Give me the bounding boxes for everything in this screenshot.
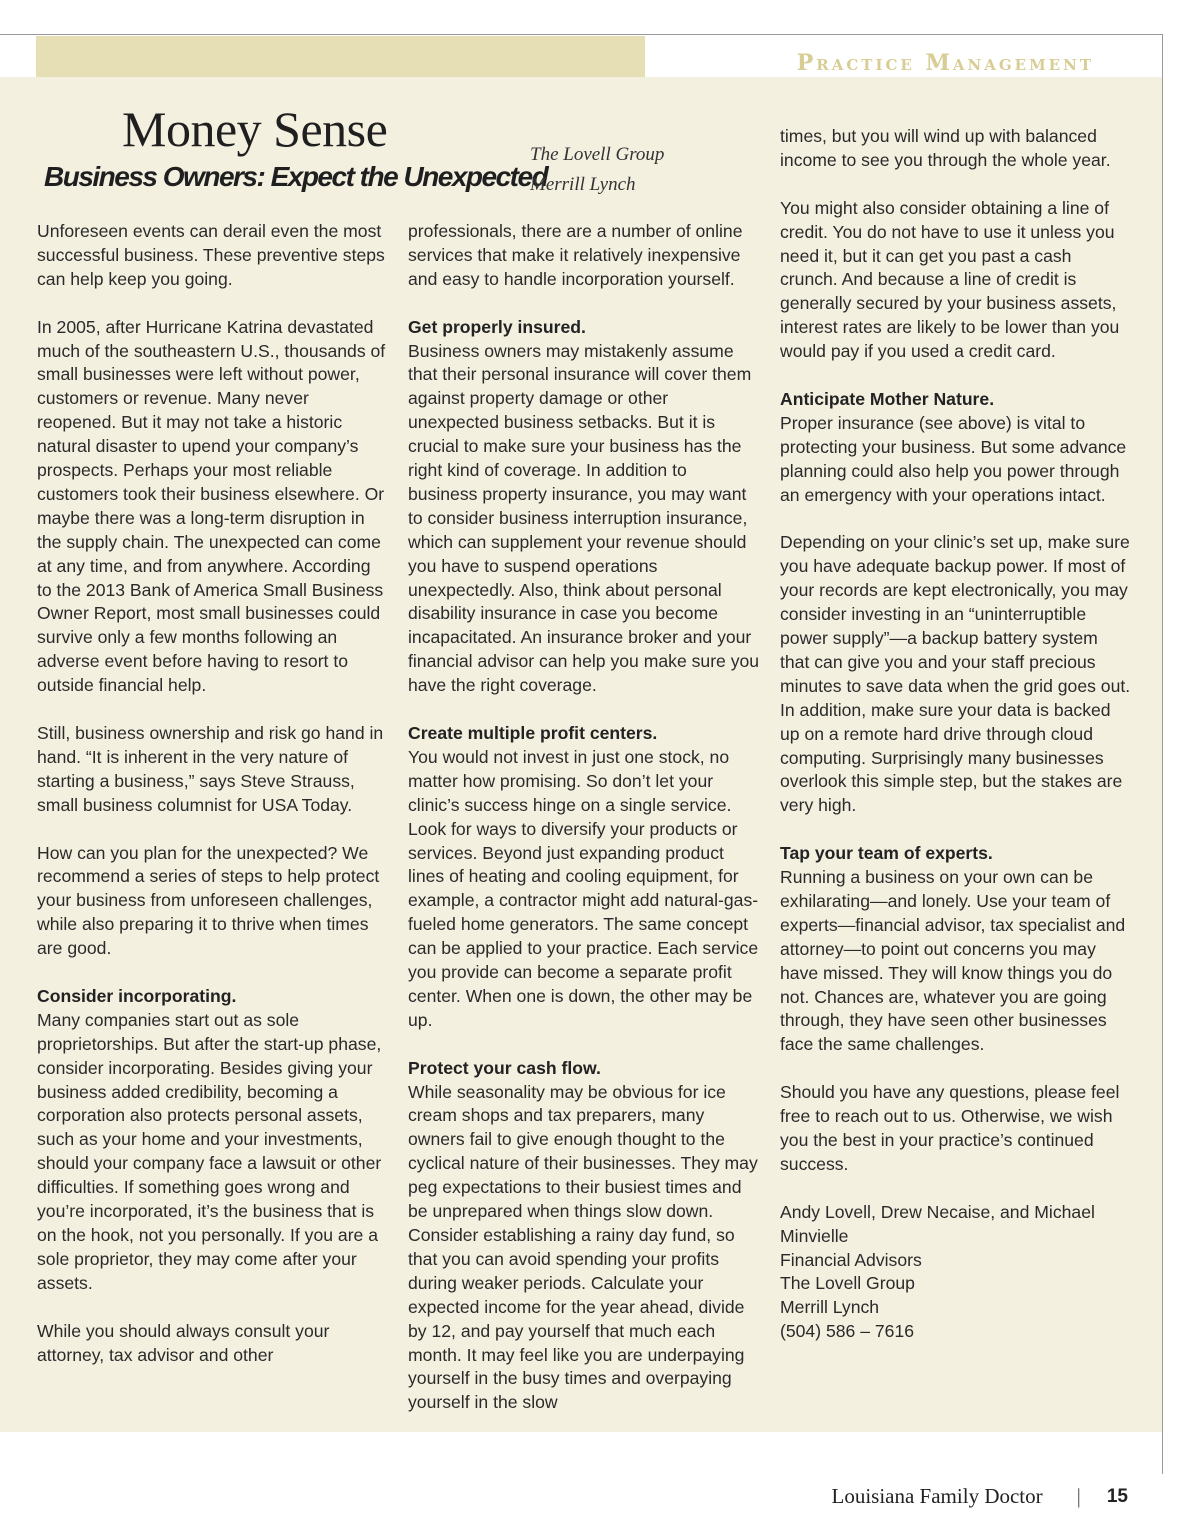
header-band xyxy=(36,36,645,77)
section-heading: Protect your cash flow. xyxy=(408,1057,601,1078)
signature-phone: (504) 586 – 7616 xyxy=(780,1321,915,1342)
byline xyxy=(530,140,664,200)
paragraph: While you should always consult your attorney, tax advisor and other xyxy=(37,1320,330,1365)
page-footer xyxy=(832,1484,1129,1509)
paragraph: professionals, there are a number of online services that make it relatively inexpensive and easy to handle incorporation yourself. xyxy=(408,221,743,289)
paragraph: Running a business on your own can be exhilarating—and lonely. Use your team of experts—financial advisor, tax specialist and attorney—to point out concerns you may have missed. They will know things you do not. Chances are, whatever you are going through, they have seen other businesses face the same challenges. xyxy=(780,867,1126,1055)
signature-firm: Merrill Lynch xyxy=(780,1297,880,1318)
section-heading: Anticipate Mother Nature. xyxy=(780,388,995,409)
section-heading: Get properly insured. xyxy=(408,316,586,337)
byline-group: The Lovell Group xyxy=(530,144,665,165)
paragraph: You might also consider obtaining a line of credit. You do not have to use it unless you need it, but it can get you past a cash crunch. And because a line of credit is generally secured by your business assets, interest rates are likely to be lower than you would pay if you used a credit card. xyxy=(780,197,1120,362)
paragraph: You would not invest in just one stock, no matter how promising. So don’t let your clinic’s success hinge on a single service. Look for ways to diversify your products or services. Beyond just expanding product lines of heating and cooling equipment, for example, a contractor might add natural-gas-fueled home generators. The same concept can be applied to your practice. Each service you provide can become a separate profit center. When one is down, the other may be up. xyxy=(408,746,759,1030)
paragraph: Business owners may mistakenly assume that their personal insurance will cover them against property damage or other unexpected business setbacks. But it is crucial to make sure your business has the right kind of coverage. In addition to business property insurance, you may want to consider business interruption insurance, which can supplement your revenue should you have to suspend operations unexpectedly. Also, think about personal disability insurance in case you become incapacitated. An insurance broker and your financial advisor can help you make sure you have the right coverage. xyxy=(408,340,760,696)
article-subtitle: Business Owners: Expect the Unexpected xyxy=(44,161,548,192)
paragraph: Still, business ownership and risk go hand in hand. “It is inherent in the very nature of starting a business,” says Steve Strauss, small business columnist for USA Today. xyxy=(37,723,384,815)
page-number: 15 xyxy=(1106,1485,1128,1507)
section-heading: Create multiple profit centers. xyxy=(408,723,658,743)
byline-firm: Merrill Lynch xyxy=(530,174,636,195)
paragraph: In 2005, after Hurricane Katrina devastated much of the southeastern U.S., thousands of small businesses were left without power, customers or revenue. Many never reopened. But it may not take a historic natural disaster to upend your company’s prospects. Perhaps your most reliable customers took their business elsewhere. Or maybe there was a long-term disruption in the supply chain. The unexpected can come at any time, and from anywhere. According to the 2013 Bank of America Small Business Owner Report, most small businesses could survive only a few months following an adverse event before having to resort to outside financial help. xyxy=(37,316,386,696)
paragraph: Many companies start out as sole proprietorships. But after the start-up phase, consider incorporating. Besides giving your business added credibility, becoming a corporation also protects personal assets, such as your home and your investments, should your company face a lawsuit or other difficulties. If something goes wrong and you’re incorporated, it’s the business that is on the hook, not you personally. If you are a sole proprietor, they may come after your assets. xyxy=(37,1009,382,1293)
paragraph: Proper insurance (see above) is vital to protecting your business. But some advance planning could also help you power through an emergency with your operations intact. xyxy=(780,412,1127,505)
paragraph: Unforeseen events can derail even the most successful business. These preventive steps can help keep you going. xyxy=(37,221,385,289)
column-1 xyxy=(37,220,389,1391)
section-heading: Tap your team of experts. xyxy=(780,843,993,864)
footer-separator: | xyxy=(1076,1484,1081,1508)
section-heading: Consider incorporating. xyxy=(37,985,237,1006)
paragraph: Should you have any questions, please feel free to reach out to us. Otherwise, we wish you the best in your practice’s continued success. xyxy=(780,1082,1120,1174)
paragraph: While seasonality may be obvious for ice cream shops and tax preparers, many owners fail to give enough thought to the cyclical nature of their businesses. They may peg expectations to their busiest times and be unprepared when things slow down. Consider establishing a rainy day fund, so that you can avoid spending your profits during weaker periods. Calculate your expected income for the year ahead, divide by 12, and pay yourself that much each month. It may feel like you are underpaying yourself in the busy times and overpaying yourself in the slow xyxy=(408,1081,758,1413)
article-title: Money Sense xyxy=(122,101,388,157)
publication-name: Louisiana Family Doctor xyxy=(831,1484,1043,1508)
signature-block xyxy=(780,1201,1132,1344)
paragraph: How can you plan for the unexpected? We recommend a series of steps to help protect your business from unforeseen challenges, while also preparing it to thrive when times are good. xyxy=(37,842,380,959)
column-3 xyxy=(780,125,1132,1344)
paragraph: times, but you will wind up with balanced income to see you through the whole year. xyxy=(780,126,1111,170)
signature-names: Andy Lovell, Drew Necaise, and Michael Minvielle xyxy=(780,1201,1095,1246)
section-label: Practice Management xyxy=(796,50,1094,76)
paragraph: Depending on your clinic’s set up, make sure you have adequate backup power. If most of your records are kept electronically, you may consider investing in an “uninterruptible power supply”—a backup battery system that can give you and your staff precious minutes to save data when the grid goes out. In addition, make sure your data is backed up on a remote hard drive through cloud computing. Surprisingly many businesses overlook this simple step, but the stakes are very high. xyxy=(780,532,1131,816)
signature-group: The Lovell Group xyxy=(780,1273,915,1294)
column-2 xyxy=(408,220,760,1439)
right-rule xyxy=(1162,34,1163,1474)
signature-title: Financial Advisors xyxy=(780,1249,922,1270)
top-rule xyxy=(0,34,1162,35)
